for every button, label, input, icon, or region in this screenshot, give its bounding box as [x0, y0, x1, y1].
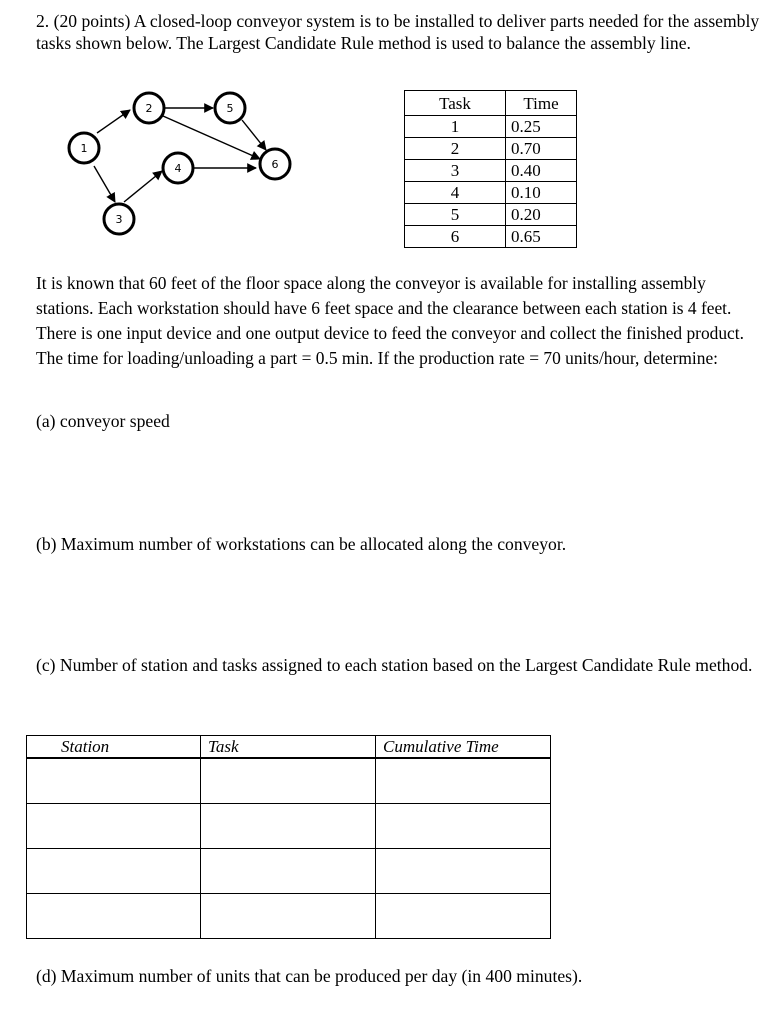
node-1: [69, 133, 99, 163]
empty-cell[interactable]: [201, 894, 376, 939]
time-cell: 0.65: [506, 226, 577, 248]
node-4: [163, 153, 193, 183]
empty-cell[interactable]: [376, 894, 551, 939]
node-4-label: 4: [174, 162, 182, 175]
table-row: [405, 160, 577, 182]
empty-cell[interactable]: [201, 804, 376, 849]
table-row: [405, 226, 577, 248]
time-cell: 0.20: [506, 204, 577, 226]
question-intro: 2. (20 points) A closed-loop conveyor system is to be installed to deliver parts needed for the assembly tasks shown below. The Largest Candidate Rule method is used to balance the assembly line.: [36, 11, 760, 53]
table-row: [27, 759, 551, 804]
task-time-table: [404, 90, 577, 248]
node-5: [215, 93, 245, 123]
edge-1-3: [94, 166, 115, 202]
node-3-label: 3: [115, 213, 123, 226]
precedence-diagram: [60, 88, 310, 248]
empty-cell[interactable]: [376, 849, 551, 894]
node-6: [260, 149, 290, 179]
task-cell: 4: [405, 182, 506, 204]
task-cell: 5: [405, 204, 506, 226]
time-cell: 0.25: [506, 116, 577, 138]
node-2-label: 2: [145, 102, 153, 115]
edge-1-2: [97, 110, 130, 133]
column-header-task: Task: [201, 736, 376, 759]
part-a: (a) conveyor speed: [36, 411, 170, 431]
table-row: [405, 182, 577, 204]
part-d: (d) Maximum number of units that can be produced per day (in 400 minutes).: [36, 966, 583, 986]
time-cell: 0.10: [506, 182, 577, 204]
node-5-label: 5: [226, 102, 234, 115]
empty-cell[interactable]: [27, 804, 201, 849]
task-cell: 2: [405, 138, 506, 160]
empty-cell[interactable]: [376, 759, 551, 804]
node-2: [134, 93, 164, 123]
table-header-row: [405, 91, 577, 116]
table-row: [27, 894, 551, 939]
table-row: [405, 116, 577, 138]
empty-cell[interactable]: [201, 759, 376, 804]
empty-cell[interactable]: [27, 894, 201, 939]
empty-cell[interactable]: [376, 804, 551, 849]
node-3: [104, 204, 134, 234]
table-row: [27, 804, 551, 849]
table-row: [405, 138, 577, 160]
column-header-station: Station: [27, 736, 201, 759]
question-body: It is known that 60 feet of the floor space along the conveyor is available for installing assembly stations. Each workstation should have 6 feet space and the clearance between each station is 4 feet. There is one input device and one output device to feed the conveyor and collect the finished product. The time for loading/unloading a part = 0.5 min. If the production rate = 70 units/hour, determine:: [36, 273, 744, 368]
node-6-label: 6: [271, 158, 279, 171]
node-1-label: 1: [80, 142, 88, 155]
part-b: (b) Maximum number of workstations can be allocated along the conveyor.: [36, 534, 567, 554]
column-header-cumulative-time: Cumulative Time: [376, 736, 551, 759]
task-cell: 6: [405, 226, 506, 248]
edge-5-6: [242, 120, 266, 150]
station-assignment-table: [26, 735, 551, 939]
edge-3-4: [124, 171, 162, 202]
empty-cell[interactable]: [27, 759, 201, 804]
column-header-task: Task: [405, 91, 506, 116]
empty-cell[interactable]: [201, 849, 376, 894]
table-row: [27, 849, 551, 894]
task-cell: 3: [405, 160, 506, 182]
empty-cell[interactable]: [27, 849, 201, 894]
part-c: (c) Number of station and tasks assigned to each station based on the Largest Candidate Rule method.: [36, 655, 753, 675]
task-cell: 1: [405, 116, 506, 138]
table-header-row: [27, 736, 551, 759]
table-row: [405, 204, 577, 226]
column-header-time: Time: [506, 91, 577, 116]
time-cell: 0.70: [506, 138, 577, 160]
time-cell: 0.40: [506, 160, 577, 182]
